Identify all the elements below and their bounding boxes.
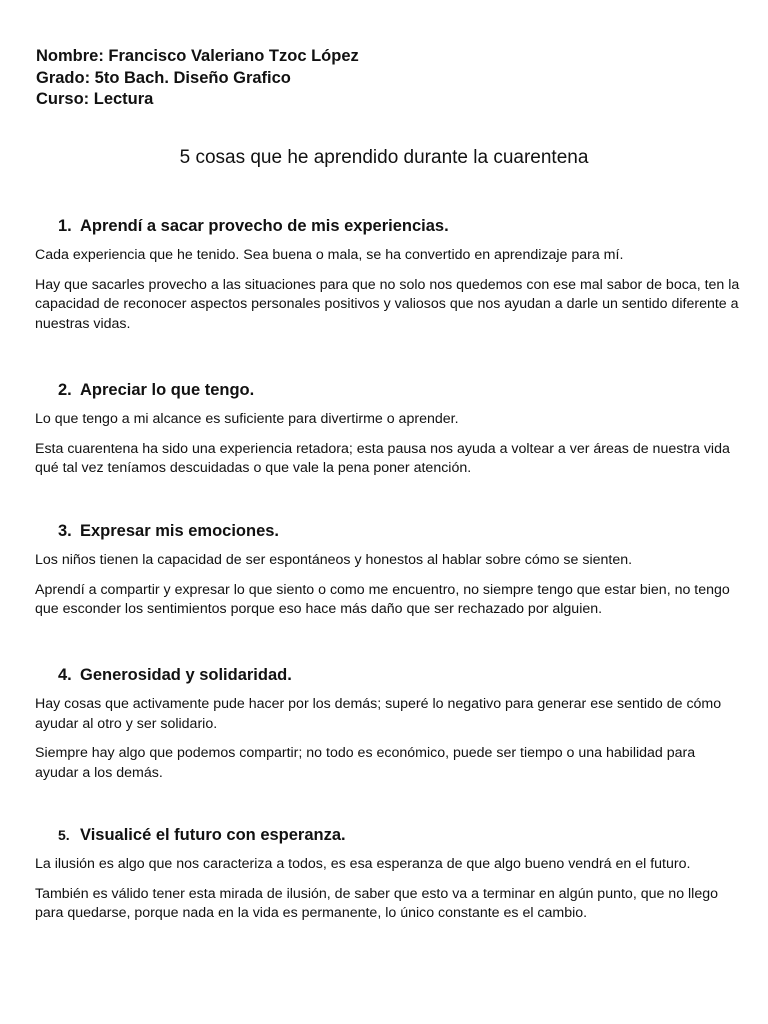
section-title: Generosidad y solidaridad. — [80, 666, 292, 684]
section-heading — [35, 380, 740, 400]
section-heading — [35, 521, 740, 541]
paragraph: También es válido tener esta mirada de ilusión, de saber que esto va a terminar en algún punto, que no llego para quedarse, porque nada en la vida es permanente, lo único constante es el cambio. — [35, 885, 719, 921]
student-info-block — [36, 46, 359, 111]
paragraph: Los niños tienen la capacidad de ser espontáneos y honestos al hablar sobre cómo se sienten. — [35, 552, 633, 568]
section-title: Visualicé el futuro con esperanza. — [80, 826, 346, 844]
paragraph: Hay cosas que activamente pude hacer por los demás; superé lo negativo para generar ese sentido de cómo ayudar al otro y ser solidario. — [35, 696, 722, 732]
section-number: 4. — [58, 666, 72, 684]
section-5 — [35, 825, 740, 934]
paragraph: Hay que sacarles provecho a las situaciones para que no solo nos quedemos con ese mal sabor de boca, ten la capacidad de reconocer aspectos personales positivos y valiosos que nos ayudan a darle un sentido diferente a nuestras vidas. — [35, 276, 740, 332]
section-1 — [35, 216, 740, 344]
paragraph: Aprendí a compartir y expresar lo que siento o como me encuentro, no siempre tengo que estar bien, no tengo que esconder los sentimientos porque eso hace más daño que ser rechazado por alguien. — [35, 581, 730, 617]
section-2 — [35, 380, 740, 489]
section-heading — [35, 825, 740, 845]
paragraph: Esta cuarentena ha sido una experiencia retadora; esta pausa nos ayuda a voltear a ver áreas de nuestra vida qué tal vez teníamos descuidadas o que vale la pena poner atención. — [35, 440, 730, 476]
section-title: Aprendí a sacar provecho de mis experiencias. — [80, 217, 449, 235]
paragraph: Cada experiencia que he tenido. Sea buena o mala, se ha convertido en aprendizaje para mí. — [35, 247, 624, 263]
section-heading — [35, 665, 740, 685]
section-heading — [35, 216, 740, 236]
section-number: 2. — [58, 381, 72, 399]
section-number: 3. — [58, 522, 72, 540]
student-grade: Grado: 5to Bach. Diseño Grafico — [36, 68, 291, 87]
section-4 — [35, 665, 740, 793]
paragraph: La ilusión es algo que nos caracteriza a todos, es esa esperanza de que algo bueno vendrá en el futuro. — [35, 856, 691, 872]
section-title: Apreciar lo que tengo. — [80, 381, 255, 399]
section-title: Expresar mis emociones. — [80, 522, 280, 540]
section-number: 1. — [58, 217, 72, 235]
course-name: Curso: Lectura — [36, 90, 154, 108]
paragraph: Siempre hay algo que podemos compartir; no todo es económico, puede ser tiempo o una habilidad para ayudar a los demás. — [35, 745, 696, 781]
section-number: 5. — [58, 827, 70, 843]
student-name: Nombre: Francisco Valeriano Tzoc López — [36, 47, 359, 65]
paragraph: Lo que tengo a mi alcance es suficiente para divertirme o aprender. — [35, 411, 459, 427]
document-title: 5 cosas que he aprendido durante la cuarentena — [179, 147, 589, 168]
section-3 — [35, 521, 740, 630]
